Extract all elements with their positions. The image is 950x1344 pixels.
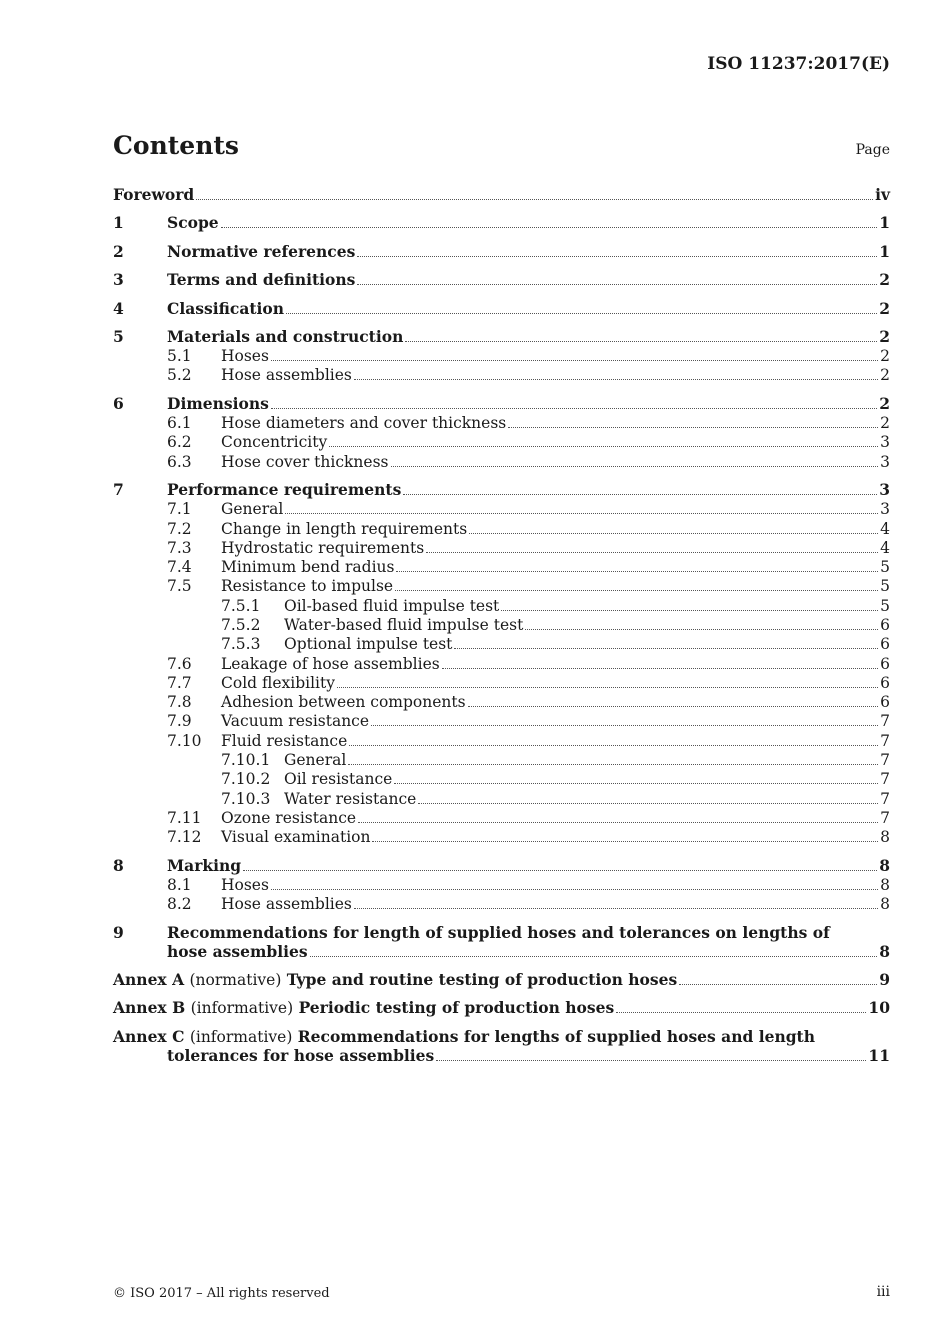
toc-entry-7-8[interactable] [113,693,890,712]
toc-title: Concentricity [221,433,328,452]
toc-entry-7-5-2[interactable] [113,616,890,635]
leader-dots [426,548,878,553]
toc-page: 11 [868,1046,890,1065]
toc-number: 1 [113,213,124,233]
leader-dots [454,644,878,649]
annex-kind: (informative) [190,999,294,1018]
table-of-contents [113,185,890,1065]
leader-dots [349,741,878,746]
toc-entry-6-2[interactable] [113,433,890,452]
leader-dots [271,356,878,361]
toc-number: 7.10.2 [221,770,271,789]
toc-page: 2 [879,270,890,290]
toc-number: 7.9 [167,712,192,731]
toc-title [113,998,614,1018]
leader-dots [196,195,873,200]
toc-number: 7.4 [167,558,192,577]
leader-dots [508,423,878,428]
toc-page: 6 [880,616,890,634]
toc-page: 6 [880,693,890,712]
toc-page: 4 [880,519,890,538]
toc-page: 9 [879,969,890,989]
toc-page: 1 [879,213,890,233]
toc-entry-7-6[interactable] [113,655,890,674]
toc-entry-5-1[interactable] [113,347,890,366]
toc-entry-5-2[interactable] [113,366,890,385]
toc-title-line1: Recommendations for length of supplied hoses and tolerances on lengths of [167,922,830,942]
toc-number: 7 [113,480,124,500]
leader-dots [271,885,878,890]
toc-entry-5[interactable] [113,319,890,347]
toc-number: 3 [113,270,124,290]
toc-number: 6.2 [167,433,192,452]
leader-dots [468,702,879,707]
toc-page: 1 [879,241,890,261]
leader-dots [405,337,877,342]
page-number: iii [876,1284,890,1300]
toc-number: 4 [113,298,124,318]
toc-page: 5 [880,596,890,615]
toc-title: Terms and definitions [167,270,356,290]
toc-title: Hose assemblies [221,366,352,385]
page-title: Contents [113,131,240,160]
toc-page: 2 [879,326,890,346]
toc-entry-7-12[interactable] [113,828,890,847]
toc-title: Fluid resistance [221,731,348,750]
toc-entry-8-1[interactable] [113,876,890,895]
toc-number: 7.10 [167,731,202,750]
toc-page: 7 [880,751,890,770]
toc-title: Oil-based fluid impulse test [284,596,500,615]
toc-page: 7 [880,712,890,731]
leader-dots [418,799,878,804]
toc-entry-8[interactable] [113,848,890,876]
toc-title-line1 [113,1027,815,1047]
toc-number: 9 [113,922,124,942]
toc-page: 8 [879,942,890,962]
leader-dots [285,509,878,514]
toc-number: 6 [113,393,124,413]
document-id: ISO 11237:2017(E) [707,54,890,74]
toc-number: 7.10.3 [221,789,271,808]
toc-page: 6 [880,654,890,673]
toc-page: 5 [880,577,890,596]
annex-kind: (informative) [189,1027,293,1046]
toc-title: Scope [167,213,219,233]
toc-title: Adhesion between components [221,693,466,712]
toc-entry-7-3[interactable] [113,539,890,558]
toc-entry-7-5-1[interactable] [113,597,890,616]
toc-entry-7-1[interactable] [113,500,890,519]
toc-entry-7-2[interactable] [113,520,890,539]
toc-entry-foreword[interactable] [113,185,890,205]
leader-dots [354,375,878,380]
toc-number: 2 [113,241,124,261]
toc-number: 5.1 [167,346,192,365]
toc-title: Hoses [221,875,269,894]
toc-page: 7 [880,731,890,750]
toc-number: 7.5.1 [221,596,261,615]
toc-page: 3 [880,433,890,452]
toc-title: Normative references [167,241,356,261]
leader-dots [243,866,877,871]
leader-dots [469,529,878,534]
toc-number: 5.2 [167,366,192,385]
toc-number: 7.10.1 [221,751,271,770]
toc-entry-7[interactable] [113,472,890,500]
toc-page: 6 [880,635,890,654]
toc-number: 8 [113,855,124,875]
toc-page: 2 [880,346,890,365]
toc-entry-6-3[interactable] [113,453,890,472]
leader-dots [357,280,877,285]
toc-number: 7.8 [167,693,192,712]
toc-entry-7-11[interactable] [113,809,890,828]
toc-entry-3[interactable] [113,262,890,290]
page-column-label: Page [855,142,890,158]
toc-number: 5 [113,326,124,346]
toc-entry-7-5[interactable] [113,577,890,596]
leader-dots [358,818,878,823]
toc-title: Performance requirements [167,480,402,500]
toc-page: iv [875,185,890,204]
toc-entry-1[interactable] [113,205,890,233]
toc-entry-annex-b[interactable] [113,990,890,1018]
toc-entry-7-4[interactable] [113,558,890,577]
toc-title: Materials and construction [167,326,404,346]
toc-title: Dimensions [167,393,269,413]
toc-title: Classification [167,298,285,318]
toc-page: 2 [879,393,890,413]
toc-entry-7-10-2[interactable] [113,770,890,789]
toc-title: General [284,751,347,770]
toc-title: Vacuum resistance [221,712,370,731]
toc-title: Hose diameters and cover thickness [221,413,507,432]
annex-title: Type and routine testing of production hoses [286,969,678,989]
leader-dots [310,952,878,957]
leader-dots [616,1008,866,1013]
toc-page: 3 [880,500,890,519]
annex-label: Annex B [113,998,186,1018]
leader-dots [442,664,878,669]
toc-page: 10 [868,998,890,1018]
toc-title: Water-based fluid impulse test [284,616,524,634]
toc-number: 7.5.3 [221,635,261,654]
toc-page: 3 [880,452,890,471]
leader-dots [394,779,878,784]
toc-number: 7.1 [167,500,192,519]
annex-label: Annex A [113,969,185,989]
toc-title: Optional impulse test [284,635,453,654]
toc-entry-4[interactable] [113,290,890,318]
leader-dots [337,683,878,688]
toc-entry-6[interactable] [113,386,890,414]
leader-dots [679,980,877,985]
leader-dots [372,837,878,842]
toc-title-line2: tolerances for hose assemblies [167,1046,435,1065]
toc-entry-annex-a[interactable] [113,962,890,990]
toc-number: 7.12 [167,828,202,847]
toc-number: 7.5.2 [221,616,261,634]
toc-title: General [221,500,284,519]
leader-dots [329,442,878,447]
annex-title: Recommendations for lengths of supplied hoses and length [297,1026,815,1046]
toc-title: Resistance to impulse [221,577,394,596]
toc-page: 6 [880,673,890,692]
toc-number: 7.11 [167,808,202,827]
toc-number: 6.1 [167,413,192,432]
toc-title: Change in length requirements [221,519,468,538]
leader-dots [403,490,877,495]
toc-entry-7-5-3[interactable] [113,635,890,654]
toc-entry-7-10-3[interactable] [113,790,890,809]
toc-title: Foreword [113,185,195,204]
toc-page: 7 [880,808,890,827]
toc-title: Cold flexibility [221,673,335,692]
annex-label: Annex C [113,1026,185,1046]
leader-dots [354,904,878,909]
leader-dots [396,567,878,572]
toc-entry-9[interactable] [113,915,890,962]
toc-title: Oil resistance [284,770,393,789]
annex-kind: (normative) [189,970,282,989]
toc-title: Leakage of hose assemblies [221,654,440,673]
toc-title: Visual examination [221,828,371,847]
leader-dots [271,404,877,409]
leader-dots [357,252,877,257]
toc-title: Hose cover thickness [221,452,389,471]
toc-entry-7-10[interactable] [113,732,890,751]
toc-number: 8.2 [167,895,192,914]
toc-entry-8-2[interactable] [113,895,890,914]
toc-title: Minimum bend radius [221,558,395,577]
toc-title: Water resistance [284,789,417,808]
toc-entry-7-9[interactable] [113,712,890,731]
toc-title: Hose assemblies [221,895,352,914]
copyright-notice: © ISO 2017 – All rights reserved [113,1286,330,1301]
leader-dots [286,309,877,314]
toc-page: 7 [880,789,890,808]
leader-dots [391,462,879,467]
toc-number: 6.3 [167,452,192,471]
toc-page: 2 [880,413,890,432]
toc-number: 7.7 [167,673,192,692]
toc-entry-7-10-1[interactable] [113,751,890,770]
toc-entry-6-1[interactable] [113,414,890,433]
toc-entry-7-7[interactable] [113,674,890,693]
toc-page: 3 [879,480,890,500]
toc-entry-annex-c[interactable] [113,1018,890,1065]
toc-page: 2 [880,366,890,385]
leader-dots [348,760,878,765]
toc-page: 8 [880,875,890,894]
toc-entry-2[interactable] [113,233,890,261]
leader-dots [395,586,878,591]
toc-title: Hydrostatic requirements [221,538,425,557]
leader-dots [501,606,878,611]
toc-page: 5 [880,558,890,577]
toc-page: 4 [880,538,890,557]
toc-number: 7.3 [167,538,192,557]
annex-title: Periodic testing of production hoses [298,998,615,1018]
toc-page: 8 [880,828,890,847]
toc-number: 7.2 [167,519,192,538]
leader-dots [221,223,878,228]
toc-title-line2: hose assemblies [167,942,308,962]
toc-title: Hoses [221,346,269,365]
leader-dots [436,1056,866,1061]
toc-number: 8.1 [167,875,192,894]
toc-page: 7 [880,770,890,789]
toc-number: 7.5 [167,577,192,596]
toc-number: 7.6 [167,654,192,673]
toc-page: 8 [879,855,890,875]
toc-title: Marking [167,855,242,875]
leader-dots [371,721,878,726]
leader-dots [525,625,878,630]
toc-page: 2 [879,298,890,318]
toc-page: 8 [880,895,890,914]
toc-title: Ozone resistance [221,808,357,827]
toc-title [113,970,677,990]
